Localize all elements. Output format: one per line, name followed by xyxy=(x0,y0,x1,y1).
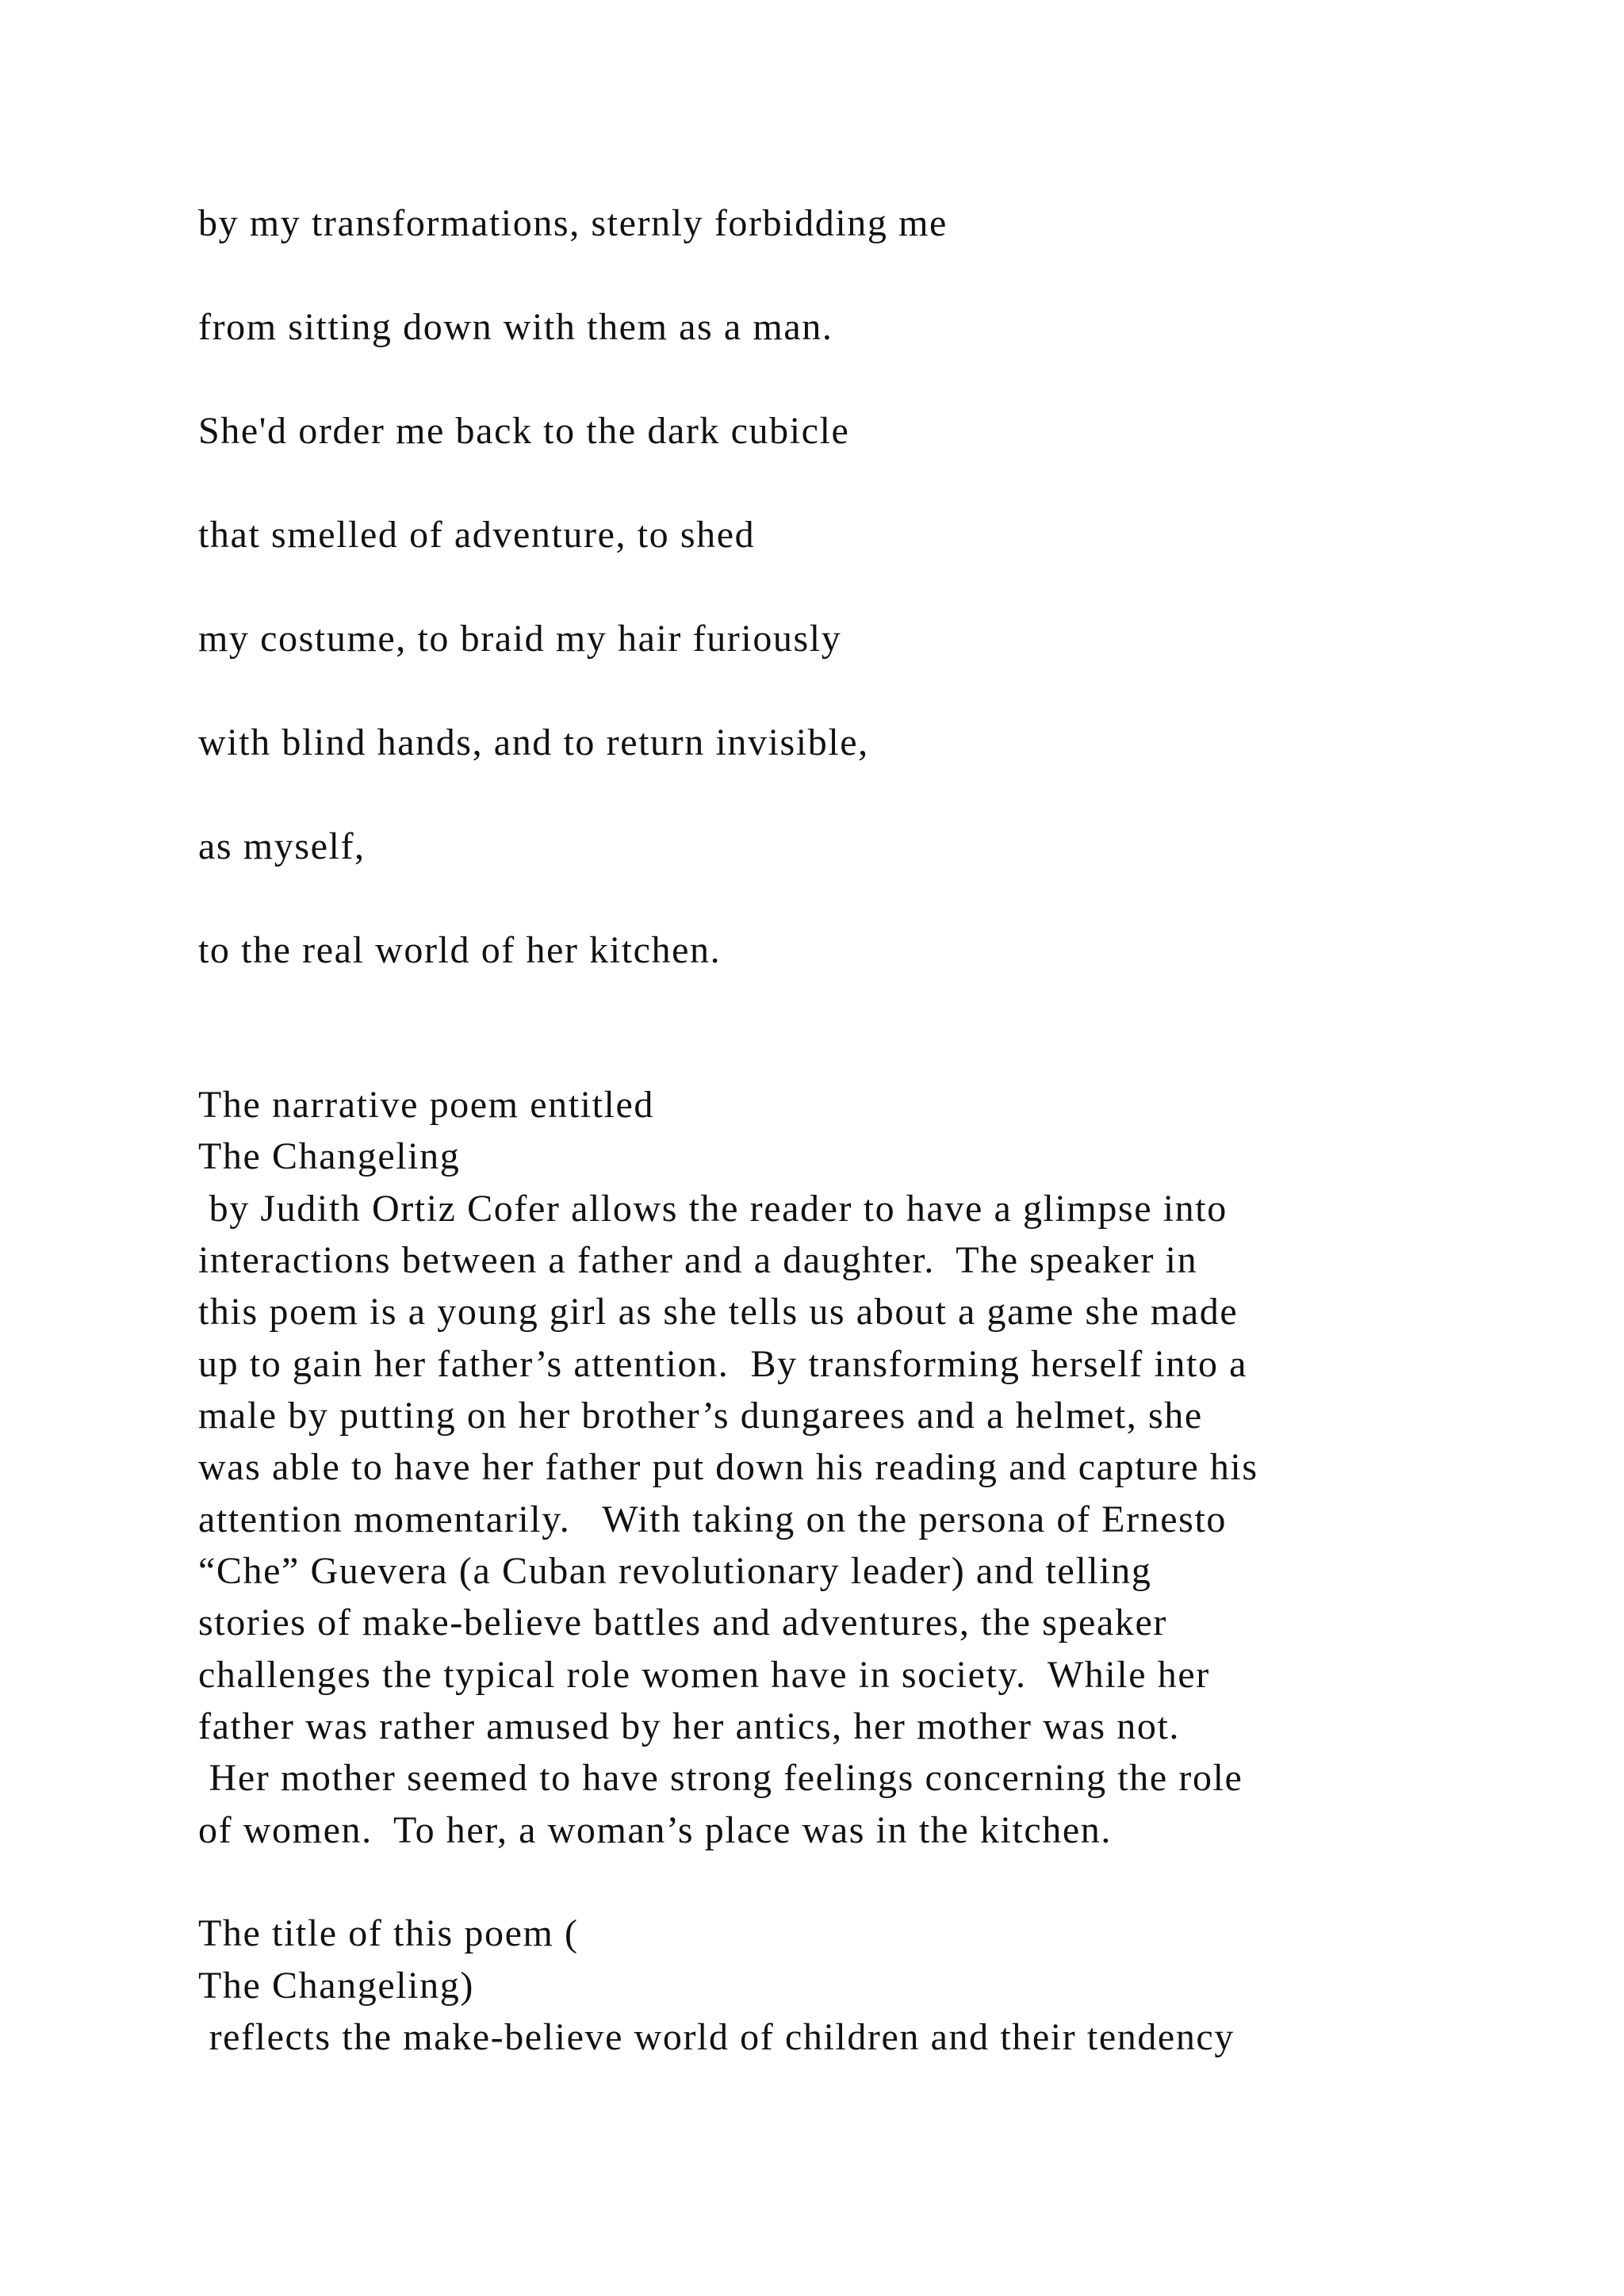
essay-paragraph-1-line: The Changeling xyxy=(198,1135,461,1177)
poem-line: with blind hands, and to return invisible, xyxy=(198,721,869,763)
essay-paragraph-1-line: challenges the typical role women have in society. While her xyxy=(198,1654,1210,1696)
poem-line: my costume, to braid my hair furiously xyxy=(198,618,842,660)
essay-paragraph-1-line: The narrative poem entitled xyxy=(198,1084,654,1126)
essay-paragraph-2-line: The title of this poem ( xyxy=(198,1912,579,1954)
essay-paragraph-1-line: Her mother seemed to have strong feelings concerning the role xyxy=(198,1757,1243,1799)
essay-paragraph-1-line: attention momentarily. With taking on the persona of Ernesto xyxy=(198,1498,1227,1540)
poem-line: to the real world of her kitchen. xyxy=(198,929,722,971)
essay-paragraph-1-line: “Che” Guevera (a Cuban revolutionary leader) and telling xyxy=(198,1550,1152,1592)
poem-line: from sitting down with them as a man. xyxy=(198,306,833,348)
essay-paragraph-2-line: The Changeling) xyxy=(198,1965,474,2007)
essay-paragraph-1-line: interactions between a father and a daughter. The speaker in xyxy=(198,1239,1198,1281)
essay-paragraph-2-line: reflects the make-believe world of children and their tendency xyxy=(198,2016,1235,2058)
essay-paragraph-1-line: of women. To her, a woman’s place was in the kitchen. xyxy=(198,1809,1112,1851)
poem-line: as myself, xyxy=(198,825,366,867)
poem-line: that smelled of adventure, to shed xyxy=(198,514,756,556)
essay-paragraph-1-line: by Judith Ortiz Cofer allows the reader to have a glimpse into xyxy=(198,1188,1228,1230)
essay-paragraph-1-line: stories of make-believe battles and adventures, the speaker xyxy=(198,1601,1167,1644)
essay-paragraph-1-line: up to gain her father’s attention. By transforming herself into a xyxy=(198,1343,1248,1385)
essay-paragraph-1-line: male by putting on her brother’s dungarees and a helmet, she xyxy=(198,1395,1203,1437)
poem-line: by my transformations, sternly forbidding me xyxy=(198,202,948,244)
poem-line: She'd order me back to the dark cubicle xyxy=(198,410,850,452)
essay-paragraph-1-line: was able to have her father put down his reading and capture his xyxy=(198,1446,1258,1488)
essay-paragraph-1-line: father was rather amused by her antics, her mother was not. xyxy=(198,1705,1180,1747)
essay-paragraph-1-line: this poem is a young girl as she tells us about a game she made xyxy=(198,1291,1239,1333)
